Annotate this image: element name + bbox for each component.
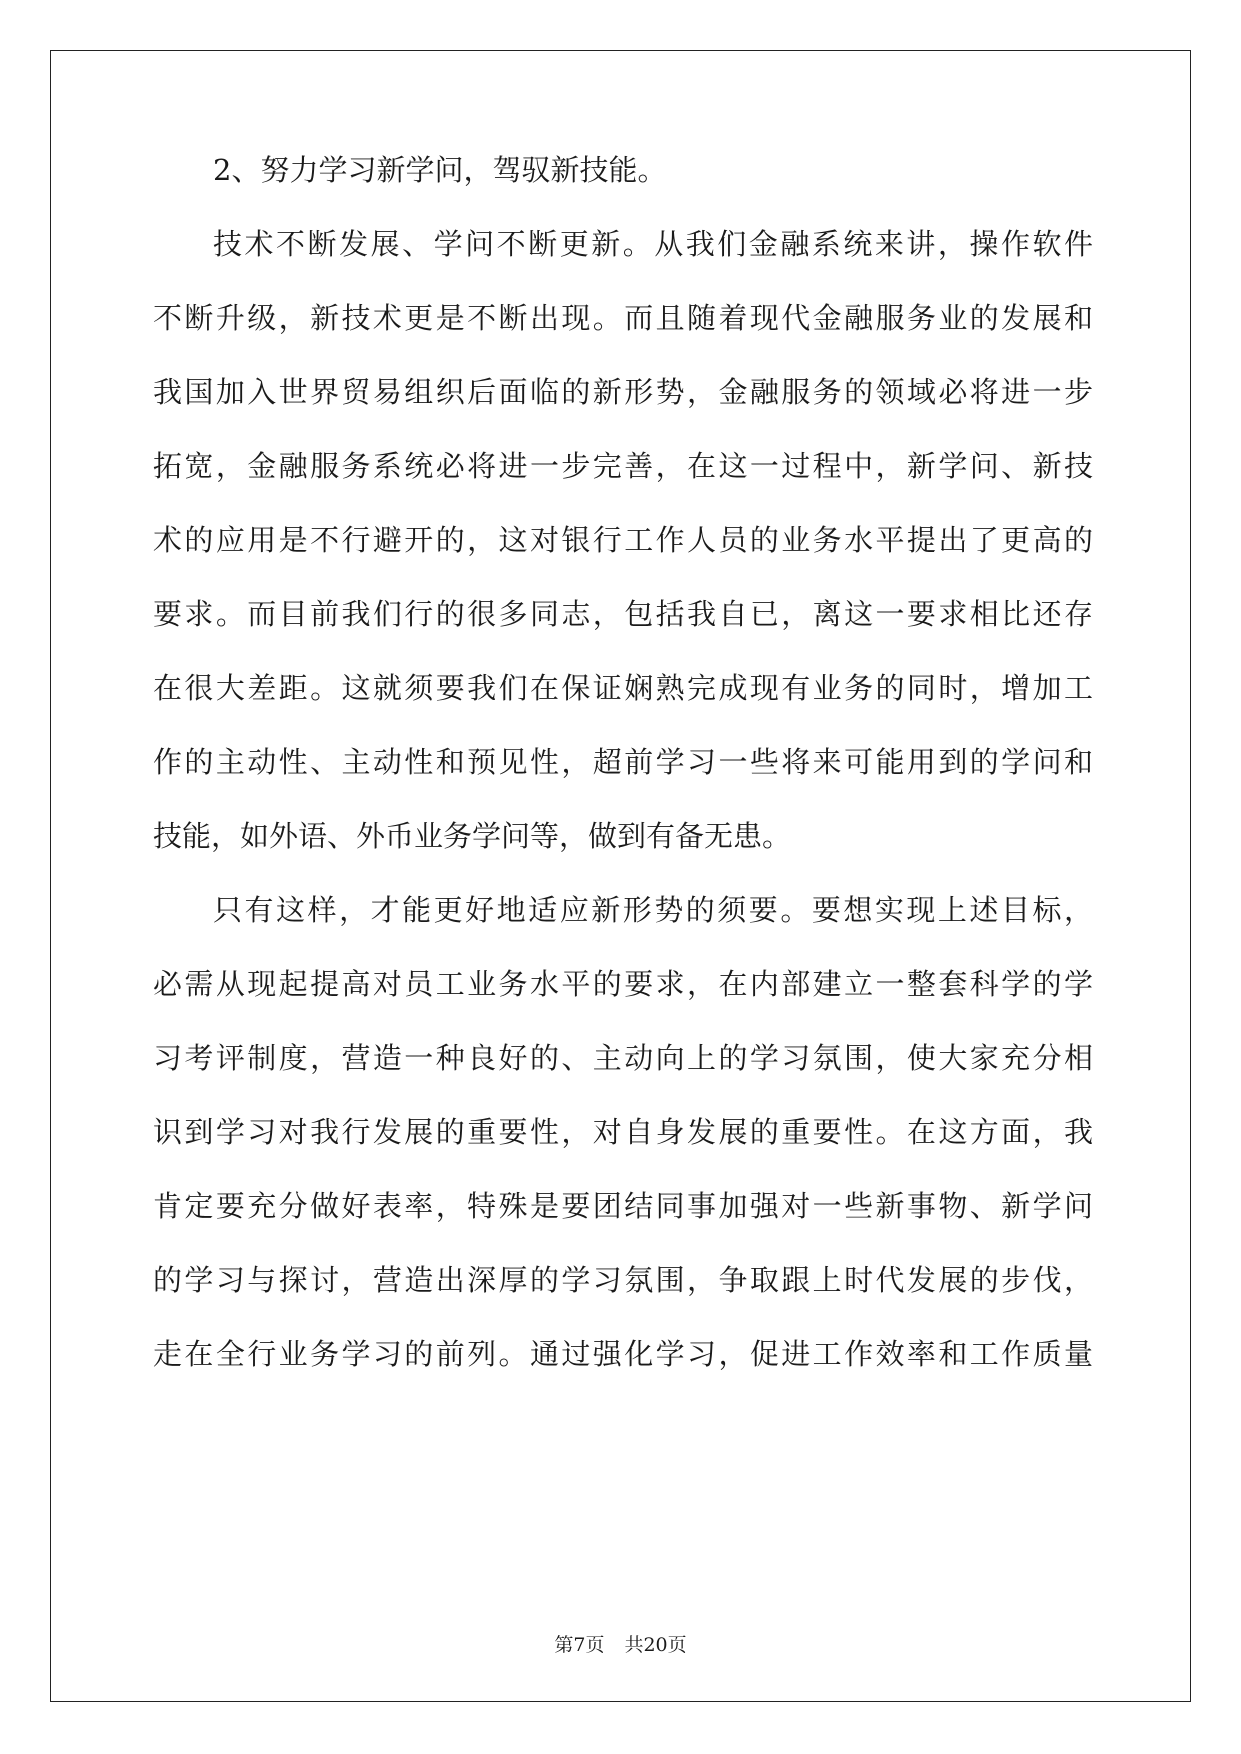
paragraph-line: 术的应用是不行避开的，这对银行工作人员的业务水平提出了更高的 — [153, 523, 1093, 557]
paragraph-line: 必需从现起提高对员工业务水平的要求，在内部建立一整套科学的学 — [153, 967, 1093, 1001]
paragraph-line: 作的主动性、主动性和预见性，超前学习一些将来可能用到的学问和 — [153, 745, 1093, 779]
paragraph-line: 走在全行业务学习的前列。通过强化学习，促进工作效率和工作质量 — [153, 1337, 1093, 1371]
paragraph-line: 识到学习对我行发展的重要性，对自身发展的重要性。在这方面，我 — [153, 1115, 1093, 1149]
page-footer — [0, 1633, 1241, 1657]
paragraph-line: 只有这样，才能更好地适应新形势的须要。要想实现上述目标， — [213, 893, 1093, 927]
page-total: 共20页 — [624, 1634, 687, 1656]
paragraph-heading: 2、努力学习新学问，驾驭新技能。 — [213, 153, 667, 187]
paragraph-line: 我国加入世界贸易组织后面临的新形势，金融服务的领域必将进一步 — [153, 375, 1093, 409]
paragraph-line: 要求。而目前我们行的很多同志，包括我自已，离这一要求相比还存 — [153, 597, 1093, 631]
paragraph-line: 技术不断发展、学问不断更新。从我们金融系统来讲，操作软件 — [213, 227, 1093, 261]
paragraph-line: 拓宽，金融服务系统必将进一步完善，在这一过程中，新学问、新技 — [153, 449, 1093, 483]
page-number: 第7页 — [554, 1634, 605, 1656]
paragraph-line: 在很大差距。这就须要我们在保证娴熟完成现有业务的同时，增加工 — [153, 671, 1093, 705]
paragraph-line: 的学习与探讨，营造出深厚的学习氛围，争取跟上时代发展的步伐， — [153, 1263, 1093, 1297]
paragraph-line: 肯定要充分做好表率，特殊是要团结同事加强对一些新事物、新学问 — [153, 1189, 1093, 1223]
paragraph-line: 技能，如外语、外币业务学问等，做到有备无患。 — [153, 819, 792, 853]
paragraph-line: 不断升级，新技术更是不断出现。而且随着现代金融服务业的发展和 — [153, 301, 1093, 335]
paragraph-line: 习考评制度，营造一种良好的、主动向上的学习氛围，使大家充分相 — [153, 1041, 1093, 1075]
